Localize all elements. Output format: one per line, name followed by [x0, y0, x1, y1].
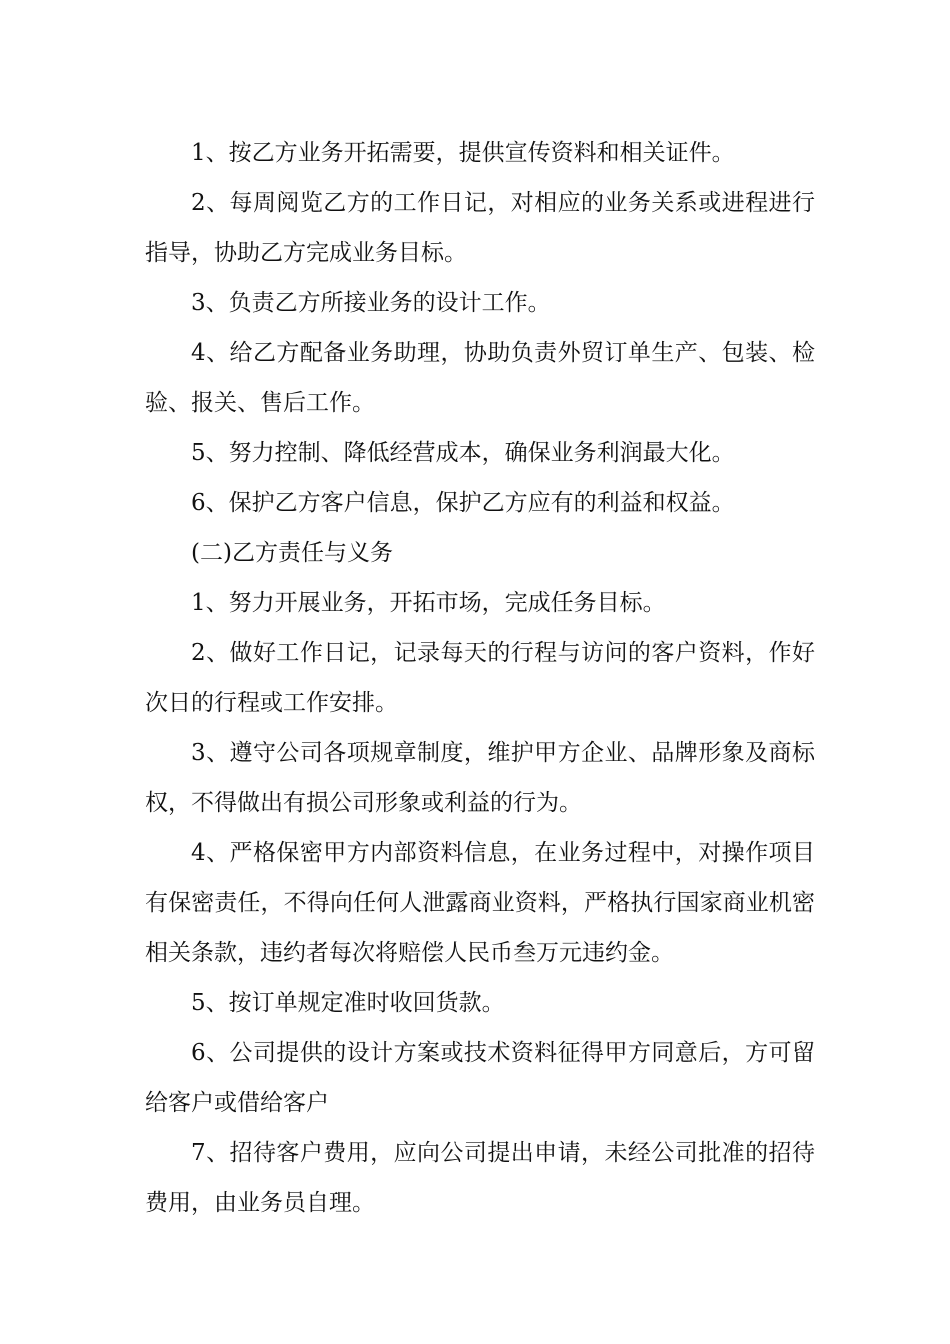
paragraph-party-a-duty-4: 4、给乙方配备业务助理，协助负责外贸订单生产、包装、检验、报关、售后工作。	[145, 340, 815, 416]
paragraph-party-a-duty-3: 3、负责乙方所接业务的设计工作。	[191, 290, 551, 316]
paragraph-party-a-duty-2: 2、每周阅览乙方的工作日记，对相应的业务关系或进程进行指导，协助乙方完成业务目标。	[145, 190, 815, 266]
paragraph-party-b-duty-1: 1、努力开展业务，开拓市场，完成任务目标。	[191, 590, 666, 616]
paragraph-party-a-duty-6: 6、保护乙方客户信息，保护乙方应有的利益和权益。	[191, 490, 735, 516]
paragraph-party-b-duty-7: 7、招待客户费用，应向公司提出申请，未经公司批准的招待费用，由业务员自理。	[145, 1140, 815, 1216]
paragraph-party-b-duty-4: 4、严格保密甲方内部资料信息，在业务过程中，对操作项目有保密责任，不得向任何人泄露商业资料，严格执行国家商业机密相关条款，违约者每次将赔偿人民币叁万元违约金。	[145, 840, 815, 966]
section-heading-party-b: (二)乙方责任与义务	[191, 540, 393, 566]
paragraph-party-a-duty-5: 5、努力控制、降低经营成本，确保业务利润最大化。	[191, 440, 735, 466]
paragraph-party-b-duty-3: 3、遵守公司各项规章制度，维护甲方企业、品牌形象及商标权，不得做出有损公司形象或利益的行为。	[145, 740, 815, 816]
paragraph-party-a-duty-1: 1、按乙方业务开拓需要，提供宣传资料和相关证件。	[191, 140, 735, 166]
paragraph-party-b-duty-2: 2、做好工作日记，记录每天的行程与访问的客户资料，作好次日的行程或工作安排。	[145, 640, 815, 716]
paragraph-party-b-duty-5: 5、按订单规定准时收回货款。	[191, 990, 505, 1016]
paragraph-party-b-duty-6: 6、公司提供的设计方案或技术资料征得甲方同意后，方可留给客户或借给客户	[145, 1040, 815, 1116]
document-body	[145, 128, 815, 1228]
